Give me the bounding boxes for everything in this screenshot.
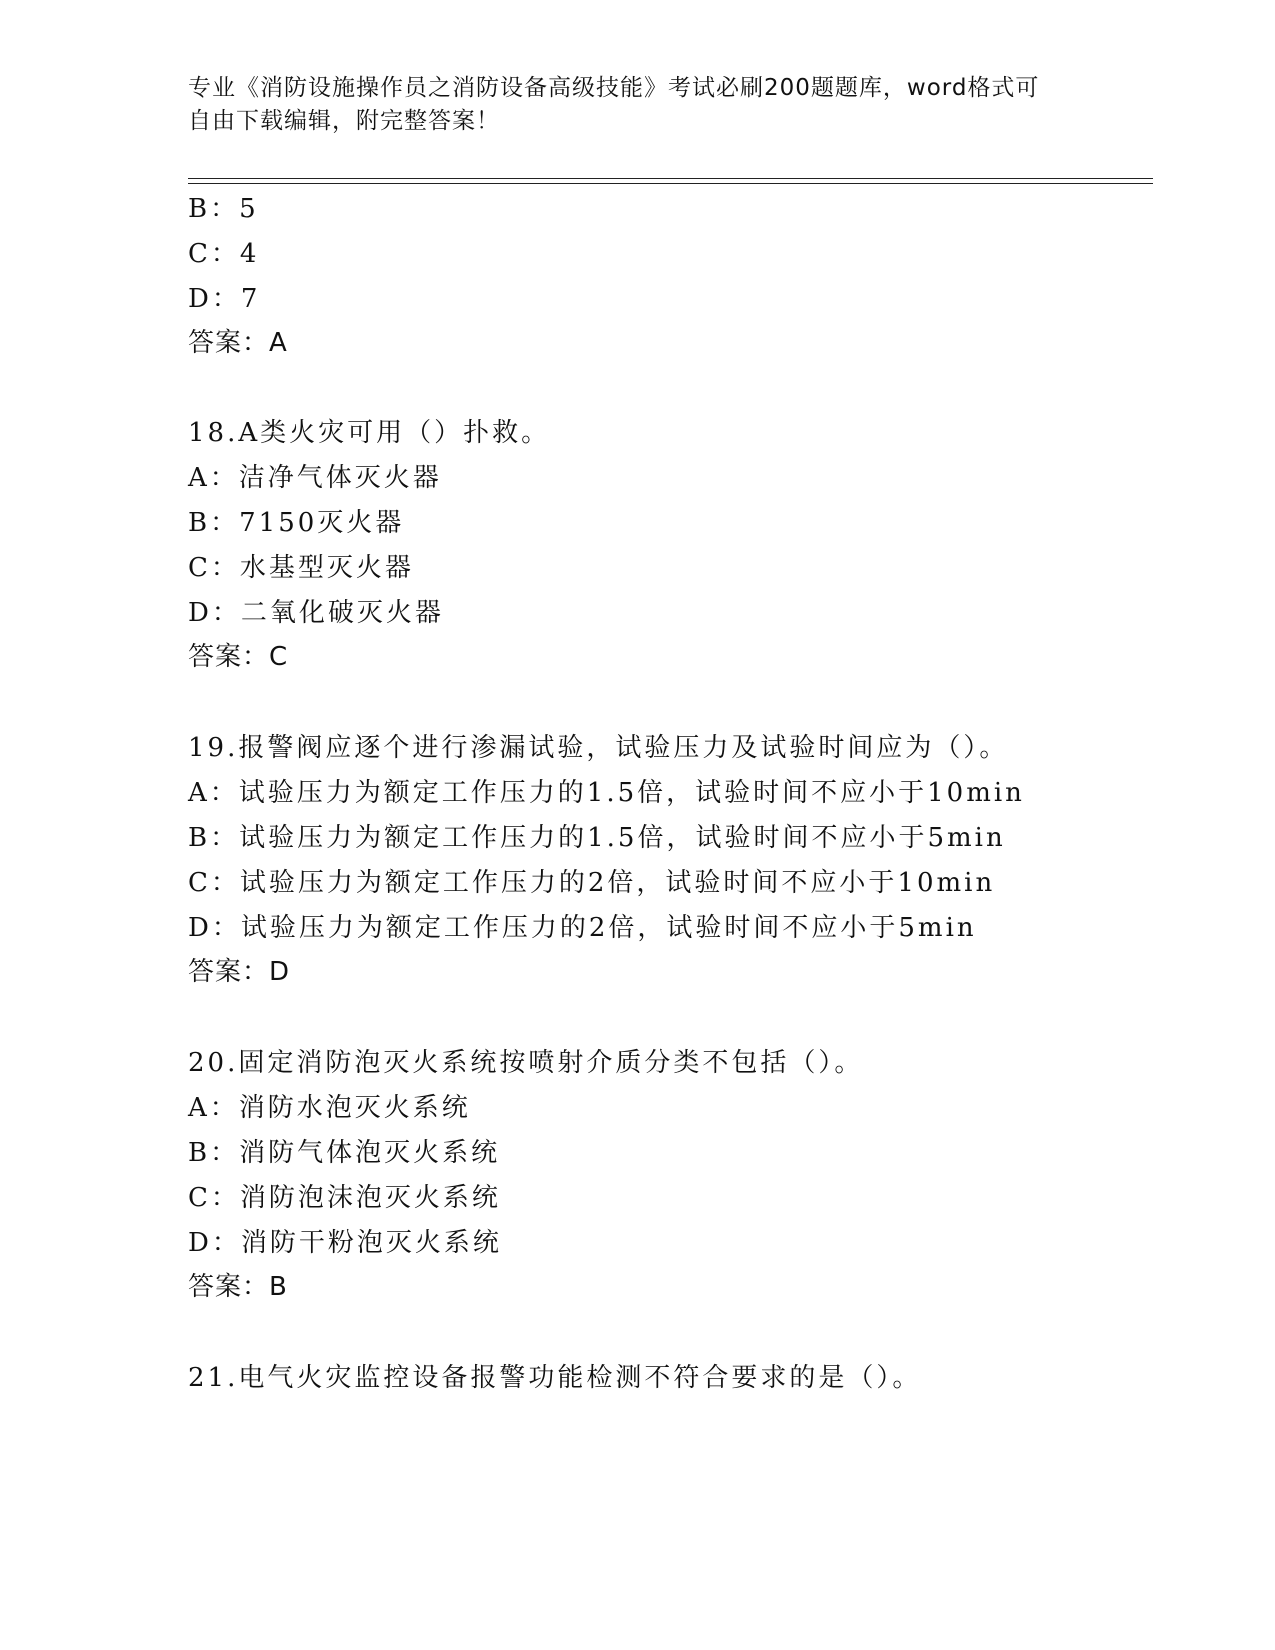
q21-stem: 21.电气火灾监控设备报警功能检测不符合要求的是（）。: [188, 1363, 922, 1393]
header-title-line-2: 自由下载编辑，附完整答案！: [188, 108, 500, 134]
q18-answer: 答案：C: [188, 642, 289, 672]
q20-answer: 答案：B: [188, 1272, 288, 1302]
q18-option-c: C：水基型灭火器: [188, 553, 414, 583]
q18-stem: 18.A类火灾可用（）扑救。: [188, 418, 551, 448]
q20-option-a: A：消防水泡灭火系统: [188, 1093, 471, 1123]
q19-option-a: A：试验压力为额定工作压力的1.5倍，试验时间不应小于10min: [188, 778, 1025, 808]
q19-stem: 19.报警阀应逐个进行渗漏试验，试验压力及试验时间应为（）。: [188, 733, 1009, 763]
q19-option-b: B：试验压力为额定工作压力的1.5倍，试验时间不应小于5min: [188, 823, 1006, 853]
q18-option-a: A：洁净气体灭火器: [188, 463, 442, 493]
document-header: [188, 72, 1088, 138]
q18-option-b: B：7150灭火器: [188, 508, 405, 538]
q17-option-d: D：7: [188, 284, 261, 314]
q20-option-d: D：消防干粉泡灭火系统: [188, 1228, 502, 1258]
header-divider-top: [188, 178, 1153, 179]
q20-option-c: C：消防泡沫泡灭火系统: [188, 1183, 501, 1213]
q19-answer: 答案：D: [188, 957, 291, 987]
q20-option-b: B：消防气体泡灭火系统: [188, 1138, 501, 1168]
q17-answer: 答案：A: [188, 328, 288, 358]
q17-option-b: B：5: [188, 194, 259, 224]
q19-option-d: D：试验压力为额定工作压力的2倍，试验时间不应小于5min: [188, 913, 977, 943]
q18-option-d: D：二氧化破灭火器: [188, 598, 444, 628]
q17-option-c: C：4: [188, 239, 260, 269]
header-title-line-1: 专业《消防设施操作员之消防设备高级技能》考试必刷200题题库，word格式可: [188, 75, 1040, 101]
header-divider-bottom: [188, 183, 1153, 184]
q20-stem: 20.固定消防泡灭火系统按喷射介质分类不包括（）。: [188, 1048, 864, 1078]
q19-option-c: C：试验压力为额定工作压力的2倍，试验时间不应小于10min: [188, 868, 996, 898]
